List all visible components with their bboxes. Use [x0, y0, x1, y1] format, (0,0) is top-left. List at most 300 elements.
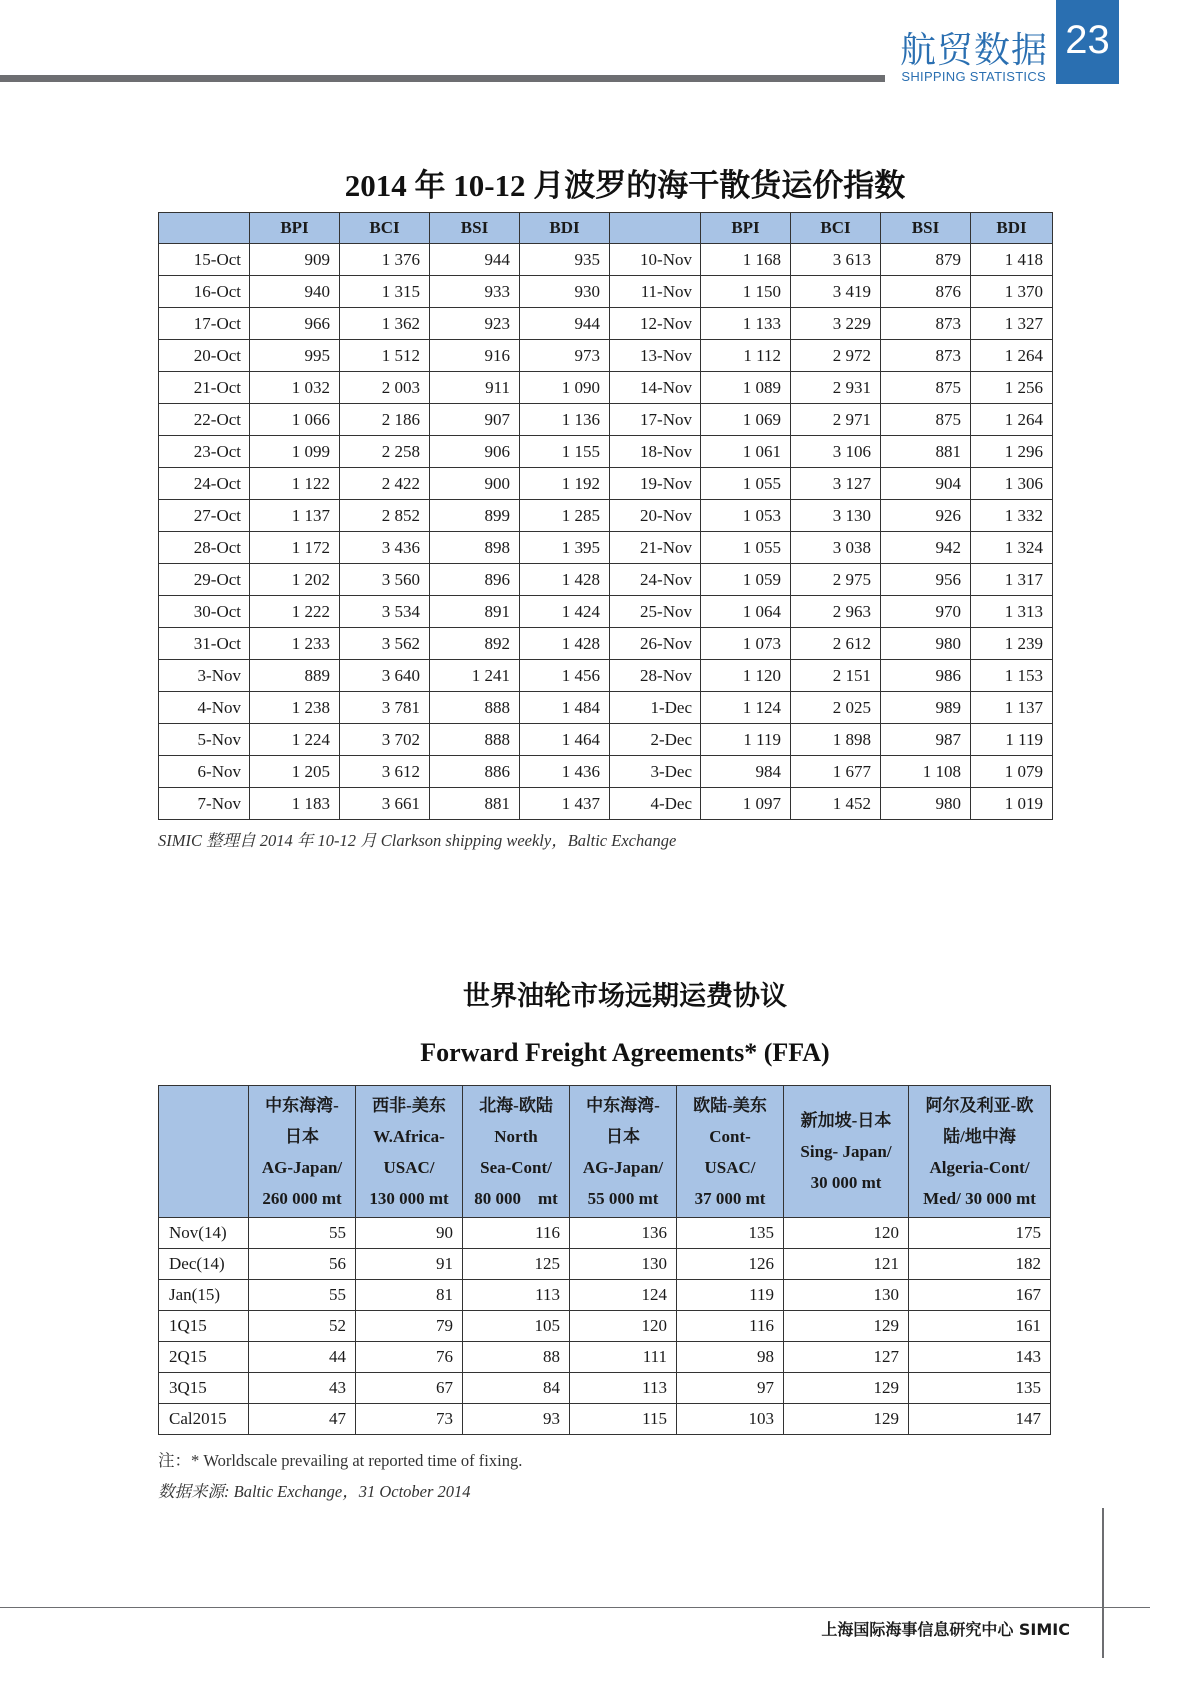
ffa-value-cell: 161 — [909, 1311, 1051, 1342]
bdi-table-row — [159, 756, 1053, 788]
bdi-value-cell: 973 — [520, 340, 610, 372]
ffa-value-cell: 147 — [909, 1404, 1051, 1435]
ffa-value-cell: 103 — [677, 1404, 784, 1435]
ffa-source-note: 数据来源: Baltic Exchange，31 October 2014 — [158, 1482, 471, 1501]
ffa-col-header — [159, 1086, 249, 1218]
bdi-col-header: BDI — [520, 213, 610, 244]
bdi-value-cell: 1 168 — [701, 244, 791, 276]
bdi-header-row — [159, 213, 1053, 244]
bdi-value-cell: 2 975 — [791, 564, 881, 596]
bdi-table-row — [159, 532, 1053, 564]
bdi-value-cell: 1 327 — [971, 308, 1053, 340]
bdi-value-cell: 3 038 — [791, 532, 881, 564]
ffa-value-cell: 67 — [356, 1373, 463, 1404]
bdi-value-cell: 1 428 — [520, 628, 610, 660]
bdi-value-cell: 2 963 — [791, 596, 881, 628]
ffa-value-cell: 47 — [249, 1404, 356, 1435]
bdi-value-cell: 1 202 — [250, 564, 340, 596]
bdi-table-row — [159, 628, 1053, 660]
bdi-col-header: BPI — [701, 213, 791, 244]
bdi-value-cell: 1 137 — [971, 692, 1053, 724]
bdi-value-cell: 873 — [881, 308, 971, 340]
bdi-value-cell: 923 — [430, 308, 520, 340]
bdi-col-header: BSI — [881, 213, 971, 244]
bdi-value-cell: 3 419 — [791, 276, 881, 308]
bdi-value-cell: 881 — [881, 436, 971, 468]
ffa-value-cell: 111 — [570, 1342, 677, 1373]
bdi-value-cell: 933 — [430, 276, 520, 308]
bdi-value-cell: 2 025 — [791, 692, 881, 724]
bdi-date-cell: 5-Nov — [159, 724, 250, 756]
ffa-col-header-line: W.Africa- — [373, 1126, 445, 1146]
bdi-date-cell: 18-Nov — [610, 436, 701, 468]
bdi-value-cell: 907 — [430, 404, 520, 436]
ffa-value-cell: 130 — [570, 1249, 677, 1280]
ffa-value-cell: 127 — [784, 1342, 909, 1373]
bdi-value-cell: 876 — [881, 276, 971, 308]
bdi-value-cell: 889 — [250, 660, 340, 692]
ffa-table-row — [159, 1280, 1051, 1311]
ffa-value-cell: 125 — [463, 1249, 570, 1280]
bdi-value-cell: 3 436 — [340, 532, 430, 564]
bdi-table-row — [159, 660, 1053, 692]
bdi-value-cell: 2 422 — [340, 468, 430, 500]
bdi-table-row — [159, 276, 1053, 308]
ffa-period-cell: 1Q15 — [159, 1311, 249, 1342]
bdi-table-row — [159, 340, 1053, 372]
bdi-value-cell: 1 264 — [971, 340, 1053, 372]
bdi-date-cell: 3-Dec — [610, 756, 701, 788]
bdi-col-header: BCI — [340, 213, 430, 244]
bdi-value-cell: 980 — [881, 628, 971, 660]
bdi-value-cell: 1 097 — [701, 788, 791, 820]
ffa-col-header-line: Med/ 30 000 mt — [923, 1188, 1036, 1208]
bdi-value-cell: 2 972 — [791, 340, 881, 372]
bdi-value-cell: 1 256 — [971, 372, 1053, 404]
ffa-col-header — [784, 1086, 909, 1218]
ffa-period-cell: Jan(15) — [159, 1280, 249, 1311]
ffa-col-header-line: 中东海湾- — [586, 1095, 660, 1115]
bdi-date-cell: 10-Nov — [610, 244, 701, 276]
bdi-value-cell: 1 324 — [971, 532, 1053, 564]
bdi-table-row — [159, 564, 1053, 596]
bdi-value-cell: 875 — [881, 404, 971, 436]
ffa-value-cell: 97 — [677, 1373, 784, 1404]
bdi-value-cell: 966 — [250, 308, 340, 340]
bdi-date-cell: 15-Oct — [159, 244, 250, 276]
footer-vertical-rule — [1102, 1508, 1104, 1658]
bdi-table-row — [159, 308, 1053, 340]
bdi-value-cell: 1 376 — [340, 244, 430, 276]
bdi-value-cell: 3 130 — [791, 500, 881, 532]
ffa-value-cell: 182 — [909, 1249, 1051, 1280]
ffa-table-row — [159, 1342, 1051, 1373]
ffa-value-cell: 81 — [356, 1280, 463, 1311]
bdi-value-cell: 984 — [701, 756, 791, 788]
ffa-period-cell: Dec(14) — [159, 1249, 249, 1280]
bdi-value-cell: 1 112 — [701, 340, 791, 372]
bdi-value-cell: 1 066 — [250, 404, 340, 436]
bdi-table-row — [159, 596, 1053, 628]
bdi-value-cell: 899 — [430, 500, 520, 532]
bdi-table-row — [159, 468, 1053, 500]
ffa-value-cell: 120 — [570, 1311, 677, 1342]
bdi-value-cell: 1 306 — [971, 468, 1053, 500]
bdi-table — [158, 212, 1053, 820]
bdi-value-cell: 1 119 — [701, 724, 791, 756]
bdi-value-cell: 2 151 — [791, 660, 881, 692]
bdi-date-cell: 2-Dec — [610, 724, 701, 756]
ffa-value-cell: 121 — [784, 1249, 909, 1280]
bdi-value-cell: 1 133 — [701, 308, 791, 340]
ffa-value-cell: 135 — [909, 1373, 1051, 1404]
bdi-source-note: SIMIC 整理自 2014 年 10-12 月 Clarkson shipping weekly，Baltic Exchange — [158, 831, 677, 850]
bdi-date-cell: 28-Nov — [610, 660, 701, 692]
bdi-value-cell: 1 428 — [520, 564, 610, 596]
ffa-value-cell: 84 — [463, 1373, 570, 1404]
bdi-value-cell: 3 534 — [340, 596, 430, 628]
ffa-value-cell: 105 — [463, 1311, 570, 1342]
ffa-col-header-line: 日本 — [606, 1126, 640, 1146]
bdi-value-cell: 2 931 — [791, 372, 881, 404]
bdi-value-cell: 1 053 — [701, 500, 791, 532]
ffa-value-cell: 43 — [249, 1373, 356, 1404]
bdi-value-cell: 906 — [430, 436, 520, 468]
bdi-value-cell: 935 — [520, 244, 610, 276]
bdi-table-row — [159, 724, 1053, 756]
bdi-value-cell: 2 971 — [791, 404, 881, 436]
bdi-value-cell: 900 — [430, 468, 520, 500]
bdi-value-cell: 1 150 — [701, 276, 791, 308]
bdi-date-cell: 21-Oct — [159, 372, 250, 404]
ffa-value-cell: 76 — [356, 1342, 463, 1373]
ffa-col-header-line: Cont- — [709, 1126, 751, 1146]
bdi-value-cell: 1 315 — [340, 276, 430, 308]
ffa-col-header-line: 260 000 mt — [262, 1188, 342, 1208]
bdi-value-cell: 3 781 — [340, 692, 430, 724]
bdi-date-cell: 19-Nov — [610, 468, 701, 500]
ffa-col-header-line: 新加坡-日本 — [800, 1111, 892, 1130]
bdi-value-cell: 1 512 — [340, 340, 430, 372]
bdi-date-cell: 4-Nov — [159, 692, 250, 724]
bdi-date-cell: 7-Nov — [159, 788, 250, 820]
bdi-value-cell: 1 239 — [971, 628, 1053, 660]
bdi-value-cell: 940 — [250, 276, 340, 308]
bdi-value-cell: 1 436 — [520, 756, 610, 788]
bdi-value-cell: 1 137 — [250, 500, 340, 532]
bdi-value-cell: 1 264 — [971, 404, 1053, 436]
bdi-table-row — [159, 244, 1053, 276]
ffa-col-header — [463, 1086, 570, 1218]
bdi-date-cell: 23-Oct — [159, 436, 250, 468]
ffa-value-cell: 119 — [677, 1280, 784, 1311]
bdi-value-cell: 1 222 — [250, 596, 340, 628]
ffa-col-header — [249, 1086, 356, 1218]
bdi-value-cell: 2 003 — [340, 372, 430, 404]
bdi-value-cell: 1 069 — [701, 404, 791, 436]
bdi-value-cell: 1 285 — [520, 500, 610, 532]
bdi-value-cell: 1 089 — [701, 372, 791, 404]
bdi-value-cell: 1 124 — [701, 692, 791, 724]
bdi-date-cell: 17-Nov — [610, 404, 701, 436]
ffa-value-cell: 79 — [356, 1311, 463, 1342]
bdi-value-cell: 1 153 — [971, 660, 1053, 692]
bdi-value-cell: 2 852 — [340, 500, 430, 532]
bdi-value-cell: 1 073 — [701, 628, 791, 660]
bdi-value-cell: 1 055 — [701, 468, 791, 500]
bdi-table-row — [159, 404, 1053, 436]
bdi-value-cell: 1 079 — [971, 756, 1053, 788]
bdi-value-cell: 2 186 — [340, 404, 430, 436]
bdi-value-cell: 1 183 — [250, 788, 340, 820]
bdi-col-header: BDI — [971, 213, 1053, 244]
bdi-date-cell: 20-Nov — [610, 500, 701, 532]
bdi-value-cell: 1 061 — [701, 436, 791, 468]
bdi-value-cell: 3 562 — [340, 628, 430, 660]
ffa-value-cell: 55 — [249, 1280, 356, 1311]
bdi-value-cell: 909 — [250, 244, 340, 276]
bdi-value-cell: 1 452 — [791, 788, 881, 820]
bdi-value-cell: 1 019 — [971, 788, 1053, 820]
bdi-value-cell: 1 362 — [340, 308, 430, 340]
bdi-value-cell: 995 — [250, 340, 340, 372]
bdi-value-cell: 911 — [430, 372, 520, 404]
bdi-value-cell: 970 — [881, 596, 971, 628]
ffa-value-cell: 73 — [356, 1404, 463, 1435]
bdi-table-row — [159, 692, 1053, 724]
footer-org: 上海国际海事信息研究中心 SIMIC — [821, 1620, 1070, 1639]
bdi-value-cell: 3 127 — [791, 468, 881, 500]
ffa-value-cell: 115 — [570, 1404, 677, 1435]
bdi-date-cell: 26-Nov — [610, 628, 701, 660]
bdi-value-cell: 892 — [430, 628, 520, 660]
bdi-date-cell: 29-Oct — [159, 564, 250, 596]
bdi-table-title: 2014 年 10-12 月波罗的海干散货运价指数 — [344, 168, 906, 203]
bdi-date-cell: 24-Oct — [159, 468, 250, 500]
ffa-period-cell: Nov(14) — [159, 1218, 249, 1249]
bdi-value-cell: 1 296 — [971, 436, 1053, 468]
ffa-value-cell: 91 — [356, 1249, 463, 1280]
ffa-period-cell: 2Q15 — [159, 1342, 249, 1373]
bdi-col-header: BSI — [430, 213, 520, 244]
bdi-value-cell: 3 640 — [340, 660, 430, 692]
ffa-value-cell: 90 — [356, 1218, 463, 1249]
bdi-value-cell: 3 229 — [791, 308, 881, 340]
bdi-value-cell: 1 224 — [250, 724, 340, 756]
bdi-value-cell: 1 233 — [250, 628, 340, 660]
bdi-value-cell: 3 106 — [791, 436, 881, 468]
ffa-col-header-line: 西非-美东 — [372, 1095, 446, 1115]
ffa-value-cell: 143 — [909, 1342, 1051, 1373]
ffa-footnote: 注：* Worldscale prevailing at reported time of fixing. — [158, 1451, 523, 1470]
bdi-value-cell: 898 — [430, 532, 520, 564]
ffa-value-cell: 135 — [677, 1218, 784, 1249]
bdi-value-cell: 1 370 — [971, 276, 1053, 308]
ffa-value-cell: 116 — [463, 1218, 570, 1249]
bdi-value-cell: 1 122 — [250, 468, 340, 500]
bdi-col-header: BCI — [791, 213, 881, 244]
section-title-cn: 航贸数据 — [899, 30, 1048, 71]
ffa-col-header-line: AG-Japan/ — [261, 1157, 343, 1177]
ffa-value-cell: 130 — [784, 1280, 909, 1311]
ffa-value-cell: 116 — [677, 1311, 784, 1342]
ffa-value-cell: 126 — [677, 1249, 784, 1280]
bdi-value-cell: 3 612 — [340, 756, 430, 788]
ffa-col-header-line: 欧陆-美东 — [693, 1095, 767, 1115]
ffa-value-cell: 129 — [784, 1404, 909, 1435]
bdi-value-cell: 987 — [881, 724, 971, 756]
bdi-value-cell: 1 059 — [701, 564, 791, 596]
bdi-value-cell: 1 064 — [701, 596, 791, 628]
bdi-date-cell: 31-Oct — [159, 628, 250, 660]
bdi-value-cell: 3 560 — [340, 564, 430, 596]
ffa-value-cell: 98 — [677, 1342, 784, 1373]
ffa-value-cell: 175 — [909, 1218, 1051, 1249]
bdi-date-cell: 27-Oct — [159, 500, 250, 532]
bdi-value-cell: 1 032 — [250, 372, 340, 404]
bdi-date-cell: 11-Nov — [610, 276, 701, 308]
ffa-col-header-line: 130 000 mt — [369, 1188, 449, 1208]
bdi-value-cell: 896 — [430, 564, 520, 596]
bdi-value-cell: 1 108 — [881, 756, 971, 788]
bdi-value-cell: 944 — [520, 308, 610, 340]
bdi-table-row — [159, 500, 1053, 532]
ffa-col-header-line: AG-Japan/ — [582, 1157, 664, 1177]
ffa-title-en: Forward Freight Agreements* (FFA) — [420, 1038, 830, 1067]
ffa-title-cn: 世界油轮市场远期运费协议 — [463, 981, 787, 1011]
bdi-value-cell: 879 — [881, 244, 971, 276]
ffa-value-cell: 129 — [784, 1311, 909, 1342]
ffa-col-header-line: North — [494, 1126, 538, 1146]
bdi-value-cell: 1 238 — [250, 692, 340, 724]
bdi-value-cell: 980 — [881, 788, 971, 820]
bdi-value-cell: 1 437 — [520, 788, 610, 820]
bdi-value-cell: 989 — [881, 692, 971, 724]
bdi-value-cell: 1 313 — [971, 596, 1053, 628]
ffa-value-cell: 44 — [249, 1342, 356, 1373]
bdi-value-cell: 1 317 — [971, 564, 1053, 596]
ffa-table-row — [159, 1218, 1051, 1249]
bdi-value-cell: 1 119 — [971, 724, 1053, 756]
bdi-date-cell: 3-Nov — [159, 660, 250, 692]
bdi-date-cell: 20-Oct — [159, 340, 250, 372]
bdi-value-cell: 1 395 — [520, 532, 610, 564]
bdi-value-cell: 1 090 — [520, 372, 610, 404]
bdi-value-cell: 891 — [430, 596, 520, 628]
bdi-value-cell: 944 — [430, 244, 520, 276]
bdi-date-cell: 6-Nov — [159, 756, 250, 788]
ffa-col-header-line: 阿尔及利亚-欧 — [925, 1095, 1034, 1115]
ffa-value-cell: 129 — [784, 1373, 909, 1404]
ffa-col-header-line: 37 000 mt — [694, 1188, 766, 1208]
bdi-value-cell: 3 702 — [340, 724, 430, 756]
ffa-col-header-line: 陆/地中海 — [943, 1126, 1016, 1146]
bdi-value-cell: 1 677 — [791, 756, 881, 788]
ffa-col-header-line: Sea-Cont/ — [480, 1157, 552, 1177]
bdi-date-cell: 30-Oct — [159, 596, 250, 628]
bdi-date-cell: 28-Oct — [159, 532, 250, 564]
bdi-date-cell: 24-Nov — [610, 564, 701, 596]
bdi-date-cell: 22-Oct — [159, 404, 250, 436]
bdi-date-cell: 16-Oct — [159, 276, 250, 308]
page-number: 23 — [1065, 18, 1110, 62]
bdi-col-header: BPI — [250, 213, 340, 244]
bdi-value-cell: 916 — [430, 340, 520, 372]
ffa-value-cell: 55 — [249, 1218, 356, 1249]
ffa-col-header-line: 北海-欧陆 — [479, 1095, 553, 1115]
bdi-value-cell: 1 898 — [791, 724, 881, 756]
bdi-value-cell: 1 192 — [520, 468, 610, 500]
bdi-date-cell: 14-Nov — [610, 372, 701, 404]
bdi-value-cell: 1 418 — [971, 244, 1053, 276]
bdi-value-cell: 926 — [881, 500, 971, 532]
bdi-col-header — [159, 213, 250, 244]
bdi-value-cell: 1 120 — [701, 660, 791, 692]
ffa-period-cell: 3Q15 — [159, 1373, 249, 1404]
bdi-value-cell: 904 — [881, 468, 971, 500]
ffa-value-cell: 93 — [463, 1404, 570, 1435]
footer-rule — [0, 1607, 1150, 1608]
bdi-value-cell: 875 — [881, 372, 971, 404]
ffa-value-cell: 120 — [784, 1218, 909, 1249]
bdi-value-cell: 1 205 — [250, 756, 340, 788]
ffa-col-header — [677, 1086, 784, 1218]
bdi-table-row — [159, 372, 1053, 404]
ffa-col-header-line: USAC/ — [383, 1157, 435, 1177]
ffa-col-header — [909, 1086, 1051, 1218]
bdi-table-row — [159, 436, 1053, 468]
bdi-table-row — [159, 788, 1053, 820]
bdi-value-cell: 1 099 — [250, 436, 340, 468]
ffa-table-row — [159, 1373, 1051, 1404]
bdi-value-cell: 1 172 — [250, 532, 340, 564]
bdi-date-cell: 17-Oct — [159, 308, 250, 340]
bdi-value-cell: 3 661 — [340, 788, 430, 820]
bdi-value-cell: 888 — [430, 724, 520, 756]
bdi-date-cell: 21-Nov — [610, 532, 701, 564]
bdi-value-cell: 956 — [881, 564, 971, 596]
ffa-table-row — [159, 1249, 1051, 1280]
ffa-header-row — [159, 1086, 1051, 1218]
ffa-col-header — [570, 1086, 677, 1218]
bdi-value-cell: 3 613 — [791, 244, 881, 276]
ffa-value-cell: 88 — [463, 1342, 570, 1373]
bdi-value-cell: 986 — [881, 660, 971, 692]
bdi-value-cell: 1 464 — [520, 724, 610, 756]
ffa-period-cell: Cal2015 — [159, 1404, 249, 1435]
bdi-value-cell: 1 424 — [520, 596, 610, 628]
ffa-col-header-line: 55 000 mt — [587, 1188, 659, 1208]
ffa-table — [158, 1085, 1051, 1435]
ffa-col-header-line: 日本 — [285, 1126, 319, 1146]
bdi-value-cell: 1 136 — [520, 404, 610, 436]
ffa-col-header-line: 30 000 mt — [810, 1173, 882, 1192]
ffa-value-cell: 52 — [249, 1311, 356, 1342]
bdi-value-cell: 886 — [430, 756, 520, 788]
bdi-value-cell: 2 258 — [340, 436, 430, 468]
bdi-value-cell: 1 456 — [520, 660, 610, 692]
bdi-date-cell: 12-Nov — [610, 308, 701, 340]
bdi-col-header — [610, 213, 701, 244]
ffa-col-header — [356, 1086, 463, 1218]
bdi-value-cell: 888 — [430, 692, 520, 724]
bdi-value-cell: 881 — [430, 788, 520, 820]
bdi-value-cell: 1 484 — [520, 692, 610, 724]
bdi-date-cell: 25-Nov — [610, 596, 701, 628]
section-title-en: SHIPPING STATISTICS — [901, 69, 1046, 84]
ffa-col-header-line: 中东海湾- — [265, 1095, 339, 1115]
bdi-value-cell: 873 — [881, 340, 971, 372]
